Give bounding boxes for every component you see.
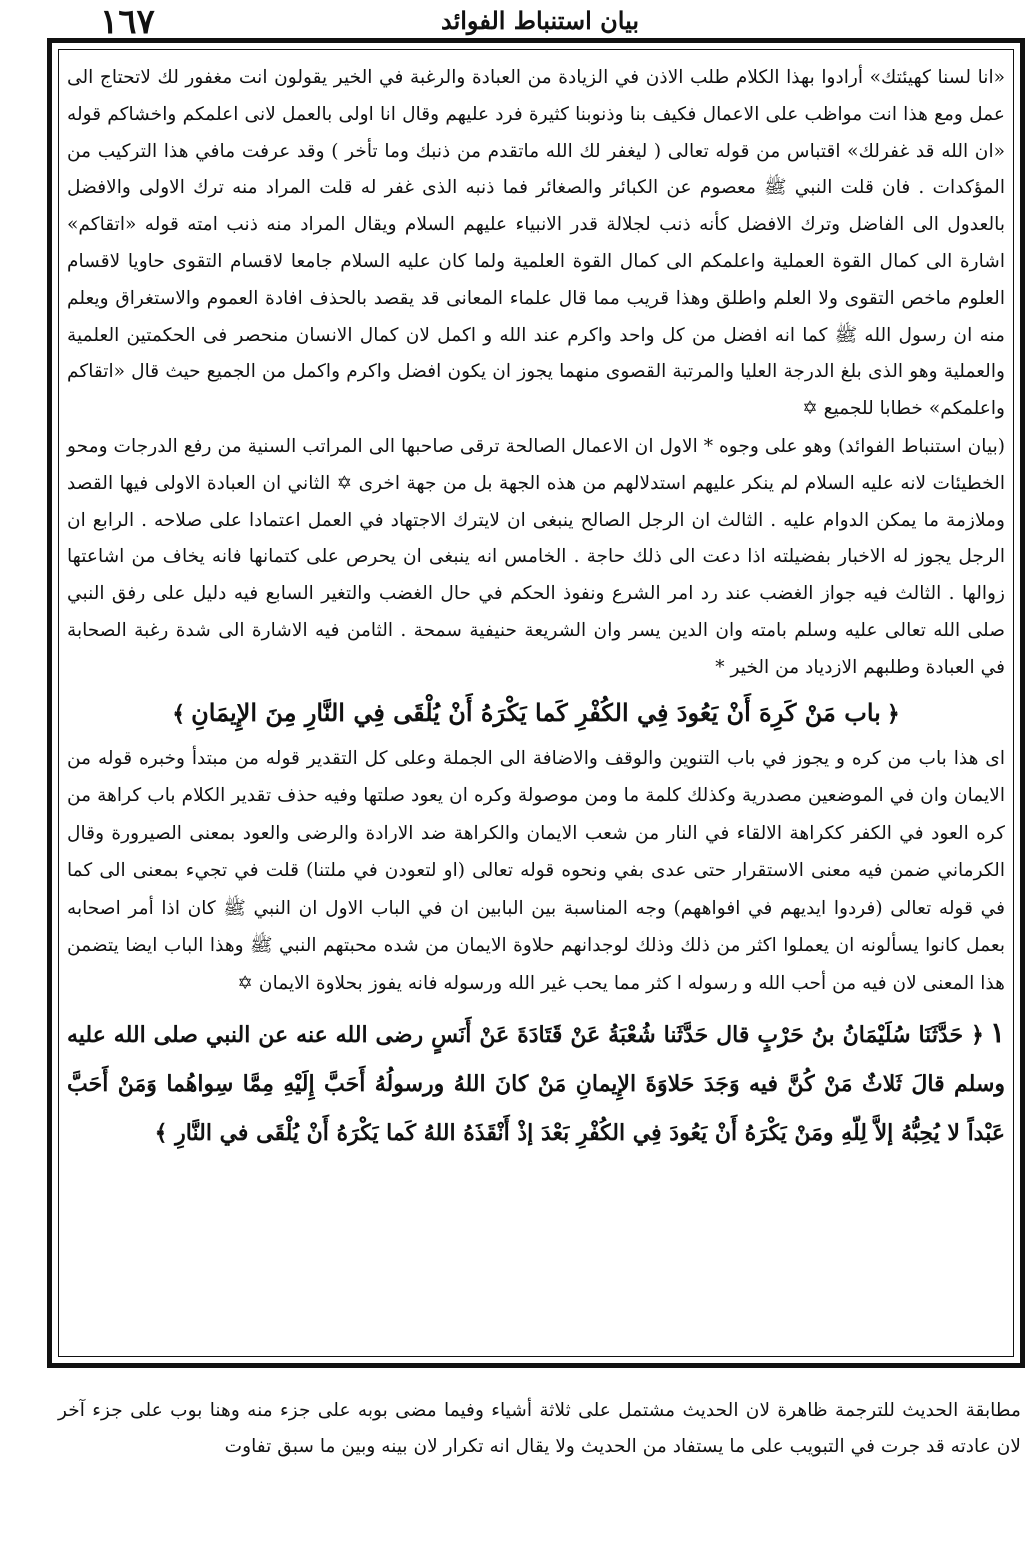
hadith-number: ١	[989, 1016, 1005, 1050]
commentary-paragraph-1: «انا لسنا كهيئتك» أرادوا بهذا الكلام طلب الاذن في الزيادة من العبادة والرغبة في الخير يقولون انت مغفور لك لاتحتاج الى عمل ومع هذا انت مواظب على الاعمال فكيف بنا وذنوبنا كثيرة فرد عليهم وقال انا اولى بالعمل لانى اعلمكم واخشاكم قوله «ان الله قد غفرلك» اقتباس من قوله تعالى ( ليغفر لك الله ماتقدم من ذنبك وما تأخر ) وقد عرفت مافي هذا التركيب من المؤكدات . فان قلت النبي ﷺ معصوم عن الكبائر والصغائر فما ذنبه الذى غفر له قلت المراد منه ترك الاولى والافضل بالعدول الى الفاضل وترك الافضل كأنه ذنب لجلالة قدر الانبياء عليهم السلام ويقال المراد منه ذنب امته قوله «اتقاكم» اشارة الى كمال القوة العملية واعلمكم الى كمال القوة العلمية ولما كان عليه السلام جامعا لاقسام التقوى حاويا لاقسام العلوم ماخص التقوى ولا العلم واطلق وهذا قريب مما قال علماء المعانى قد يقصد بالحذف افادة العموم والاستغراق ويعلم منه ان رسول الله ﷺ كما انه افضل من كل واحد واكرم عند الله و اكمل لان كمال الانسان منحصر فى الحكمتين العلمية والعملية وهو الذى بلغ الدرجة العليا والمرتبة القصوى منهما يجوز ان يكون افضل واكرم واكمل من الجميع حيث قال «اتقاكم واعلمكم» خطابا للجميع ✡	[67, 67, 1005, 420]
frame-content	[67, 60, 1005, 1350]
chapter-title: باب مَنْ كَرِهَ أَنْ يَعُودَ فِي الكُفْرِ كَما يَكْرَهُ أَنْ يُلْقَى فِي النَّارِ مِنَ الإِيمَانِ	[191, 697, 881, 727]
commentary-below-frame: مطابقة الحديث للترجمة ظاهرة لان الحديث مشتمل على ثلاثة أشياء وفيما مضى بوبه على جزء منه وهنا بوب على جزء آخر لان عادته قد جرت في التبويب على ما يستفاد من الحديث ولا يقال انه تكرار لان بينه وبين ما سبق تفاوت	[58, 1399, 1021, 1458]
ornament-left-icon: ﴾	[172, 700, 186, 727]
text-frame-inner	[58, 49, 1014, 1357]
hadith-block	[67, 1008, 1005, 1158]
running-header: بيان استنباط الفوائد	[440, 6, 640, 35]
ornament-right-icon: ﴿	[886, 700, 900, 727]
hadith-text: ﴿ حَدَّثَنَا سُلَيْمَانُ بنُ حَرْبٍ قال حَدَّثَنا شُعْبَةُ عَنْ قَتَادَةَ عَنْ أَنَسٍ رضى الله عنه عن النبي صلى الله عليه وسلم قالَ ثَلاثٌ مَنْ كُنَّ فيه وَجَدَ حَلاوَةَ الإِيمانِ مَنْ كانَ اللهُ ورسولُهُ أَحَبَّ إِلَيْهِ مِمَّا سِواهُما وَمَنْ أَحَبَّ عَبْداً لا يُحِبُّهُ إلاَّ لِلّهِ ومَنْ يَكْرَهُ أَنْ يَعُودَ فِي الكُفْرِ بَعْدَ إذْ أَنْقَذَهُ اللهُ كَما يَكْرَهُ أَنْ يُلْقَى في النَّارِ ﴾	[67, 1022, 1005, 1147]
benefits-paragraph: (بيان استنباط الفوائد) وهو على وجوه * الاول ان الاعمال الصالحة ترقى صاحبها الى المراتب السنية من رفع الدرجات ومحو الخطيئات لانه عليه السلام لم ينكر عليهم استدلالهم من هذه الجهة بل من جهة اخرى ✡ الثاني ان العبادة الاولى فيها القصد وملازمة ما يمكن الدوام عليه . الثالث ان الرجل الصالح ينبغى ان لايترك الاجتهاد في العمل اعتمادا على صلاحه . الرابع ان الرجل يجوز له الاخبار بفضيلته اذا دعت الى ذلك حاجة . الخامس انه ينبغى ان يحرص على كتمانها فانه يخاف من اشاعتها زوالها . الثالث فيه جواز الغضب عند رد امر الشرع ونفوذ الحكم في حال الغضب والتغير السابع فيه دليل على رفق النبي صلى الله تعالى عليه وسلم بامته وان الدين يسر وان الشريعة حنيفية سمحة . الثامن فيه الاشارة الى شدة رغبة الصحابة في العبادة وطلبهم الازدياد من الخير *	[67, 435, 1005, 678]
chapter-explanation: اى هذا باب من كره و يجوز في باب التنوين والوقف والاضافة الى الجملة وعلى كل التقدير قوله من مبتدأ وخبره قوله من الايمان وان في الموضعين مصدرية وكذلك كلمة ما ومن موصولة وكره ان يعود صلتها وفيه حذف تقدير الكلام باب كراهة من كره العود في الكفر ككراهة الالقاء في النار من شعب الايمان والكراهة ضد الارادة والرضى والعود بمعنى الصيرورة وقال الكرماني ضمن فيه معنى الاستقرار حتى عدى بفي ونحوه قوله تعالى (او لتعودن في ملتنا) قلت في تجيء بمعنى الى كما في قوله تعالى (فردوا ايديهم في افواههم) وجه المناسبة بين البابين ان في الباب الاول ان النبي ﷺ كان اذا أمر اصحابه بعمل كانوا يسألونه ان يعملوا اكثر من ذلك وذلك لوجدانهم حلاوة الايمان من شده محبتهم النبي ﷺ وهذا الباب ايضا يتضمن هذا المعنى لان فيه من أحب الله و رسوله ا كثر مما يحب غير الله ورسوله فانه يفوز بحلاوة الايمان ✡	[67, 747, 1005, 994]
chapter-heading	[67, 693, 1005, 734]
text-frame	[47, 38, 1025, 1368]
page-number: ١٦٧	[100, 2, 155, 42]
